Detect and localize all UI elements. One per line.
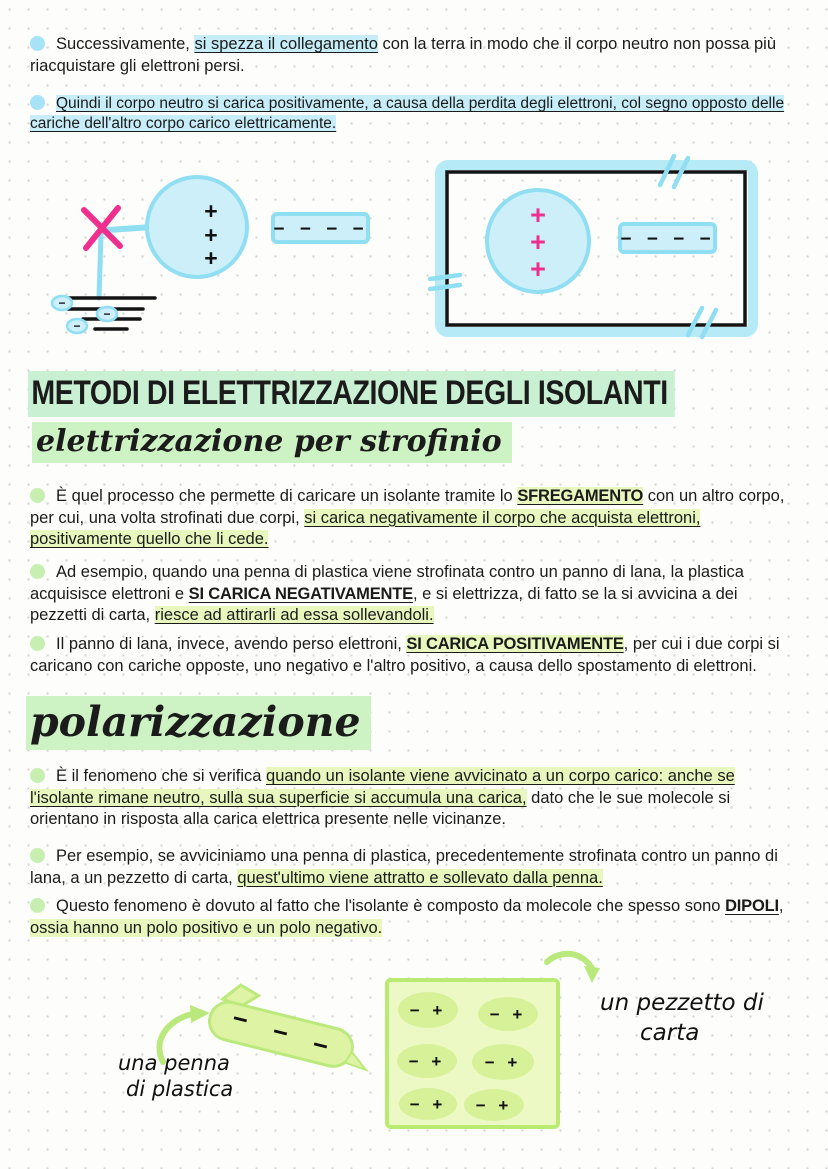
paragraph-penna-lana [30,562,798,627]
bullet-icon [30,95,45,110]
plastic-pen [206,980,379,1075]
minus-charges: − − − − [620,229,716,250]
text-run: Ad esempio, quando una penna di plastica viene strofinata contro un panno di lana, la plastica acquisisce elettroni e [30,563,744,603]
text-run: Il panno di lana, invece, avendo perso elettroni, [56,635,407,653]
dipole-signs: − + [408,1052,446,1071]
wire [99,234,101,298]
text-run: Questo fenomeno è dovuto al fatto che l'isolante è composto da molecole che spesso sono [56,897,726,915]
paragraph-collegamento [30,34,798,77]
text-run: È quel processo che permette di caricare un isolante tramite lo [56,487,518,505]
arrow-head-icon [190,1005,210,1023]
plus-charge: + [204,245,218,271]
highlighted-text: si spezza il collegamento [194,35,378,53]
plus-charge: + [204,198,218,224]
highlighted-text: quest'ultimo viene attratto e sollevato dalla penna. [237,868,603,887]
key-term: SI CARICA NEGATIVAMENTE [188,584,413,603]
text-run: dato che le sue molecole si orientano in risposta alla carica elettrica presente nelle vicinanze. [30,788,731,828]
dipole-signs: − + [484,1053,522,1072]
minus-charge: − [229,1002,252,1036]
bullet-icon [30,636,45,651]
text-run: , [778,897,784,915]
isolated-box-diagram [420,140,770,352]
electron-sign: − [58,296,66,310]
paragraph-corpo-neutro [30,94,802,134]
highlighted-text: si carica negativamente il corpo che acquista elettroni, positivamente quello che li cede. [30,508,701,548]
bullet-icon [30,488,45,503]
paragraph-fenomeno [30,766,798,831]
minus-charge: − [309,1028,332,1062]
plus-charge: + [530,200,546,230]
electron-sign: − [103,307,111,321]
highlighted-text: riesce ad attirarli ad essa sollevandoli. [154,606,434,624]
arrow-head-icon [584,966,600,983]
highlighted-text: quando un isolante viene avvicinato a un corpo carico: anche se l'isolante rimane neutro, sulla sua superficie si accumula una carica, [30,767,735,807]
key-term: DIPOLI [725,897,779,915]
minus-charges: − − − − [273,219,369,240]
dipole-signs: − + [489,1005,527,1024]
heading-strofinio: elettrizzazione per strofinio [32,424,512,459]
paper-label: un pezzetto di [600,990,764,1016]
text-run: con un altro corpo, per cui, una volta strofinati due corpi, [30,487,785,527]
dipole-signs: − + [409,1095,447,1114]
text-run: È il fenomeno che si verifica [56,767,267,785]
paragraph-esempio [30,846,798,889]
bullet-icon [30,898,45,913]
electron-sign: − [73,319,81,333]
plus-charge: + [530,254,546,284]
highlighted-text: Quindi il corpo neutro si carica positivamente, a causa della perdita degli elettroni, col segno opposto delle cariche dell'altro corpo carico elettricamente. [30,95,785,132]
grounded-sphere-diagram [40,148,380,363]
bullet-icon [30,564,45,579]
text-run: , per cui i due corpi si caricano con cariche opposte, uno negativo e l'altro positivo, a causa dello spostamento di elettroni. [30,635,780,675]
paper-label: carta [640,1020,700,1046]
paragraph-sfregamento [30,486,798,551]
pen-label: di plastica [126,1077,234,1101]
page-title: METODI DI ELETTRIZZAZIONE DEGLI ISOLANTI [28,374,674,413]
pen-label: una penna [118,1051,230,1075]
polarization-diagram [100,948,780,1163]
bullet-icon [30,36,45,51]
key-term: SFREGAMENTO [517,487,644,505]
highlighted-text: ossia hanno un polo positivo e un polo negativo. [30,918,383,937]
minus-charge: − [269,1015,292,1049]
text-run: Per esempio, se avviciniamo una penna di plastica, precedentemente strofinata contro un panno di lana, a un pezzetto di carta, [30,847,778,887]
heading-polarizzazione: polarizzazione [26,698,371,746]
paragraph-dipoli [30,896,798,939]
text-run: , e si elettrizza, di fatto se la si avvicina a dei pezzetti di carta, [30,584,738,624]
bullet-icon [30,768,45,783]
text-run: Successivamente, [56,35,195,53]
charged-sphere [147,177,247,277]
key-term: SI CARICA POSITIVAMENTE [406,635,624,653]
paragraph-panno-lana [30,634,798,677]
text-run: con la terra in modo che il corpo neutro non possa più riacquistare gli elettroni persi. [30,35,776,75]
dipole-signs: − + [409,1001,447,1020]
bullet-icon [30,848,45,863]
dipole-signs: − + [475,1096,513,1115]
plus-charge: + [204,222,218,248]
plus-charge: + [530,227,546,257]
